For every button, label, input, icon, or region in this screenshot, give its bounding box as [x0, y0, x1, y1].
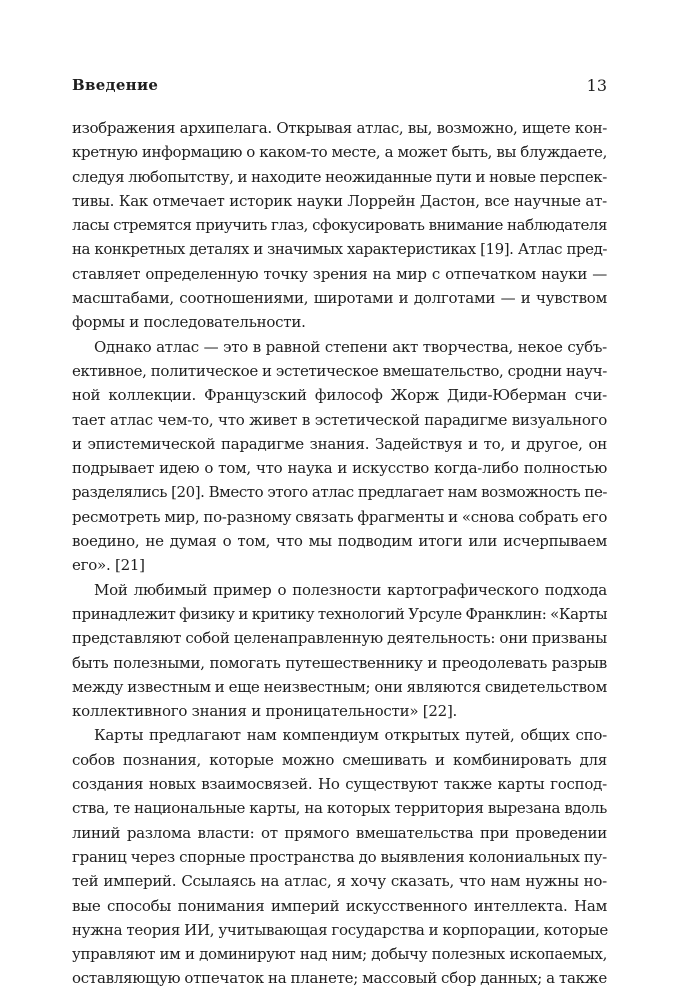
text-line: формы и последовательности.	[72, 313, 306, 332]
text-line: ставляет определенную точку зрения на мир с отпечатком науки —	[72, 264, 607, 283]
text-line: линий разлома власти: от прямого вмешательства при проведении	[72, 823, 607, 842]
text-line: масштабами, соотношениями, широтами и долготами — и чувством	[72, 289, 607, 308]
text-line: ективное, политическое и эстетическое вмешательство, сродни науч-	[72, 361, 607, 380]
text-line: между известным и еще неизвестным; они являются свидетельством	[72, 677, 607, 696]
text-line: тивы. Как отмечает историк науки Лоррейн Дастон, все научные ат-	[72, 191, 607, 210]
text-line: изображения архипелага. Открывая атлас, вы, возможно, ищете кон-	[72, 119, 607, 137]
text-line: ресмотреть мир, по-разному связать фрагменты и «снова собрать его	[72, 507, 608, 526]
text-line: Однако атлас — это в равной степени акт творчества, некое субъ-	[94, 337, 607, 356]
text-line: ной коллекции. Французский философ Жорж Диди-Юберман счи-	[72, 386, 607, 405]
running-head	[72, 76, 607, 98]
text-line: его». [21]	[72, 556, 145, 575]
text-line: воедино, не думая о том, что мы подводим итоги или исчерпываем	[72, 532, 607, 551]
text-line: оставляющую отпечаток на планете; массовый сбор данных; а также	[72, 969, 607, 988]
text-line: представляют собой целенаправленную деятельность: они призваны	[72, 629, 607, 648]
text-line: быть полезными, помогать путешественнику и преодолевать разрыв	[72, 653, 607, 672]
text-line: создания новых взаимосвязей. Но существуют также карты господ-	[72, 775, 607, 794]
text-line: разделялись [20]. Вместо этого атлас предлагает нам возможность пе-	[72, 483, 607, 502]
text-line: нужна теория ИИ, учитывающая государства и корпорации, которые	[72, 920, 609, 939]
page-number: 13	[586, 76, 607, 95]
text-line: кретную информацию о каком-то месте, а может быть, вы блуждаете,	[72, 143, 607, 162]
text-line: подрывает идею о том, что наука и искусство когда-либо полностью	[72, 459, 607, 478]
body-text	[72, 116, 607, 991]
text-line: на конкретных деталях и значимых характеристиках [19]. Атлас пред-	[72, 240, 607, 259]
text-line: управляют им и доминируют над ним; добычу полезных ископаемых,	[72, 945, 607, 964]
section-title: Введение	[72, 76, 159, 94]
text-line: тей империй. Ссылаясь на атлас, я хочу сказать, что нам нужны но-	[72, 872, 607, 891]
text-line: вые способы понимания империй искусственного интеллекта. Нам	[72, 896, 607, 915]
text-line: и эпистемической парадигме знания. Задействуя и то, и другое, он	[72, 434, 607, 453]
text-line: коллективного знания и проницательности» [22].	[72, 702, 458, 721]
text-line: следуя любопытству, и находите неожиданные пути и новые перспек-	[72, 167, 607, 186]
text-line: Карты предлагают нам компендиум открытых путей, общих спо-	[94, 726, 607, 745]
text-line: ласы стремятся приучить глаз, сфокусировать внимание наблюдателя	[72, 216, 607, 235]
text-line: собов познания, которые можно смешивать и комбинировать для	[72, 750, 607, 769]
text-line: Мой любимый пример о полезности картографического подхода	[94, 580, 607, 599]
text-line: границ через спорные пространства до выявления колониальных пу-	[72, 847, 607, 866]
text-line: тает атлас чем-то, что живет в эстетической парадигме визуального	[72, 410, 607, 429]
text-line: принадлежит физику и критику технологий Урсуле Франклин: «Карты	[72, 604, 608, 623]
text-line: ства, те национальные карты, на которых территория вырезана вдоль	[72, 799, 607, 818]
